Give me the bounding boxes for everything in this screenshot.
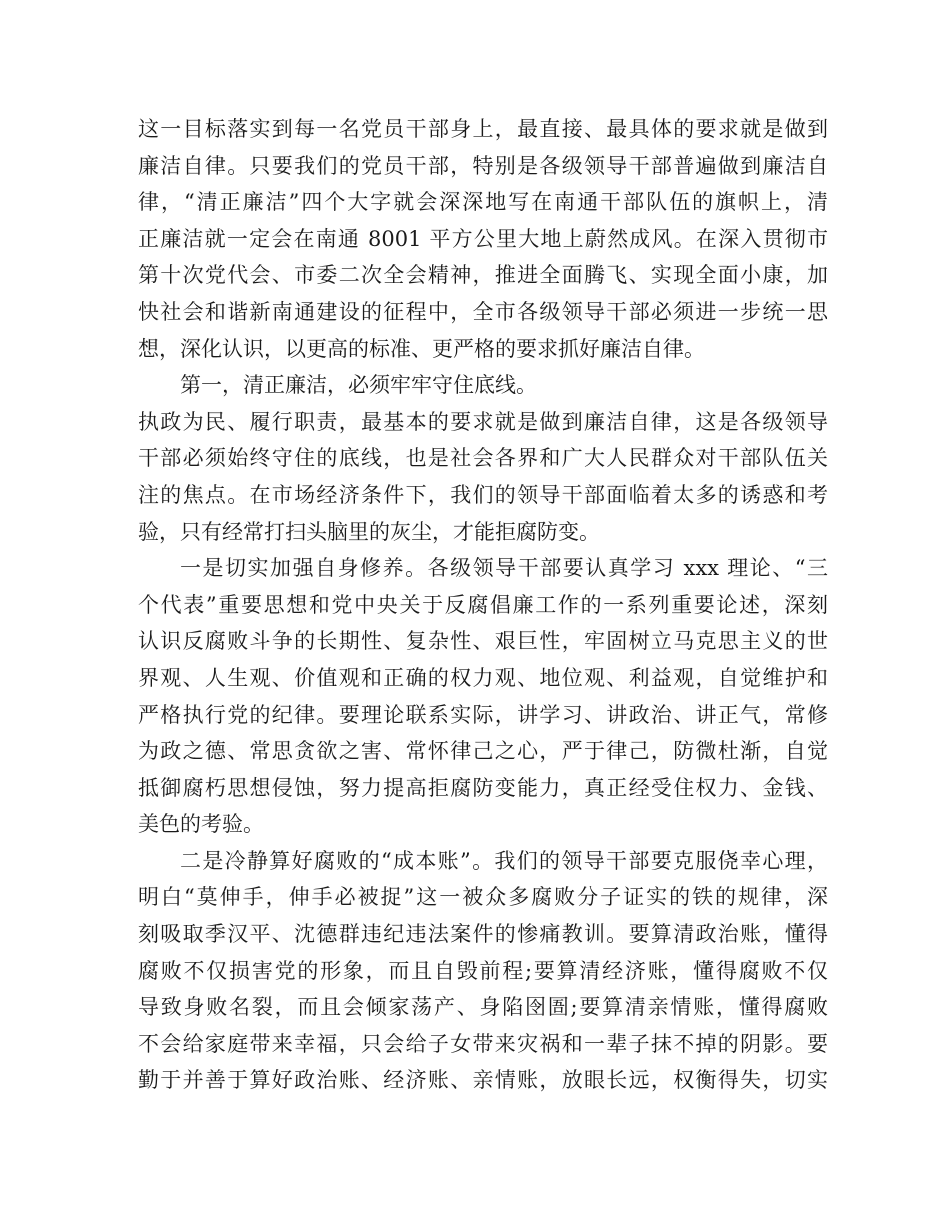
text-line: 这一目标落实到每一名党员干部身上，最直接、最具体的要求就是做到 bbox=[138, 117, 828, 141]
text-line: 腐败不仅损害党的形象，而且自毁前程;要算清经济账，懂得腐败不仅 bbox=[138, 958, 828, 983]
text-line: 抵御腐朽思想侵蚀，努力提高拒腐防变能力，真正经受住权力、金钱、 bbox=[138, 775, 828, 800]
text-line: 第一，清正廉洁，必须牢牢守住底线。 bbox=[180, 373, 537, 398]
text-line: 正廉洁就一定会在南通 8001 平方公里大地上蔚然成风。在深入贯彻市 bbox=[138, 226, 828, 251]
text-line: 廉洁自律。只要我们的党员干部，特别是各级领导干部普遍做到廉洁自 bbox=[138, 153, 828, 178]
text-line: 不会给家庭带来幸福，只会给子女带来灾祸和一辈子抹不掉的阴影。要 bbox=[138, 1031, 828, 1056]
text-line: 导致身败名裂，而且会倾家荡产、身陷囹圄;要算清亲情账，懂得腐败 bbox=[138, 995, 828, 1020]
text-line: 严格执行党的纪律。要理论联系实际，讲学习、讲政治、讲正气，常修 bbox=[138, 702, 828, 727]
text-line: 美色的考验。 bbox=[138, 812, 264, 837]
text-line: 界观、人生观、价值观和正确的权力观、地位观、利益观，自觉维护和 bbox=[138, 665, 828, 690]
text-line: 认识反腐败斗争的长期性、复杂性、艰巨性，牢固树立马克思主义的世 bbox=[138, 629, 828, 654]
text-line: 为政之德、常思贪欲之害、常怀律己之心，严于律己，防微杜渐，自觉 bbox=[138, 739, 828, 764]
text-line: 注的焦点。在市场经济条件下，我们的领导干部面临着太多的诱惑和考 bbox=[138, 482, 828, 507]
text-line: 律，“清正廉洁”四个大字就会深深地写在南通干部队伍的旗帜上，清 bbox=[138, 190, 828, 215]
text-line: 个代表”重要思想和党中央关于反腐倡廉工作的一系列重要论述，深刻 bbox=[138, 592, 828, 617]
text-line: 快社会和谐新南通建设的征程中，全市各级领导干部必须进一步统一思 bbox=[138, 299, 828, 324]
text-line: 干部必须始终守住的底线，也是社会各界和广大人民群众对干部队伍关 bbox=[138, 446, 828, 471]
text-line: 刻吸取季汉平、沈德群违纪违法案件的惨痛教训。要算清政治账，懂得 bbox=[138, 922, 828, 947]
text-line: 第十次党代会、市委二次全会精神，推进全面腾飞、实现全面小康，加 bbox=[138, 263, 828, 288]
text-line: 明白“莫伸手，伸手必被捉”这一被众多腐败分子证实的铁的规律，深 bbox=[138, 885, 828, 910]
text-line: 验，只有经常打扫头脑里的灰尘，才能拒腐防变。 bbox=[138, 519, 600, 544]
text-line: 二是冷静算好腐败的“成本账”。我们的领导干部要克服侥幸心理， bbox=[180, 848, 828, 873]
body-text bbox=[138, 111, 828, 1099]
text-line: 想，深化认识，以更高的标准、更严格的要求抓好廉洁自律。 bbox=[138, 336, 705, 361]
text-line: 勤于并善于算好政治账、经济账、亲情账，放眼长远，权衡得失，切实 bbox=[138, 1068, 828, 1093]
text-line: 一是切实加强自身修养。各级领导干部要认真学习 xxx 理论、“三 bbox=[180, 556, 828, 581]
text-line: 执政为民、履行职责，最基本的要求就是做到廉洁自律，这是各级领导 bbox=[138, 409, 828, 434]
